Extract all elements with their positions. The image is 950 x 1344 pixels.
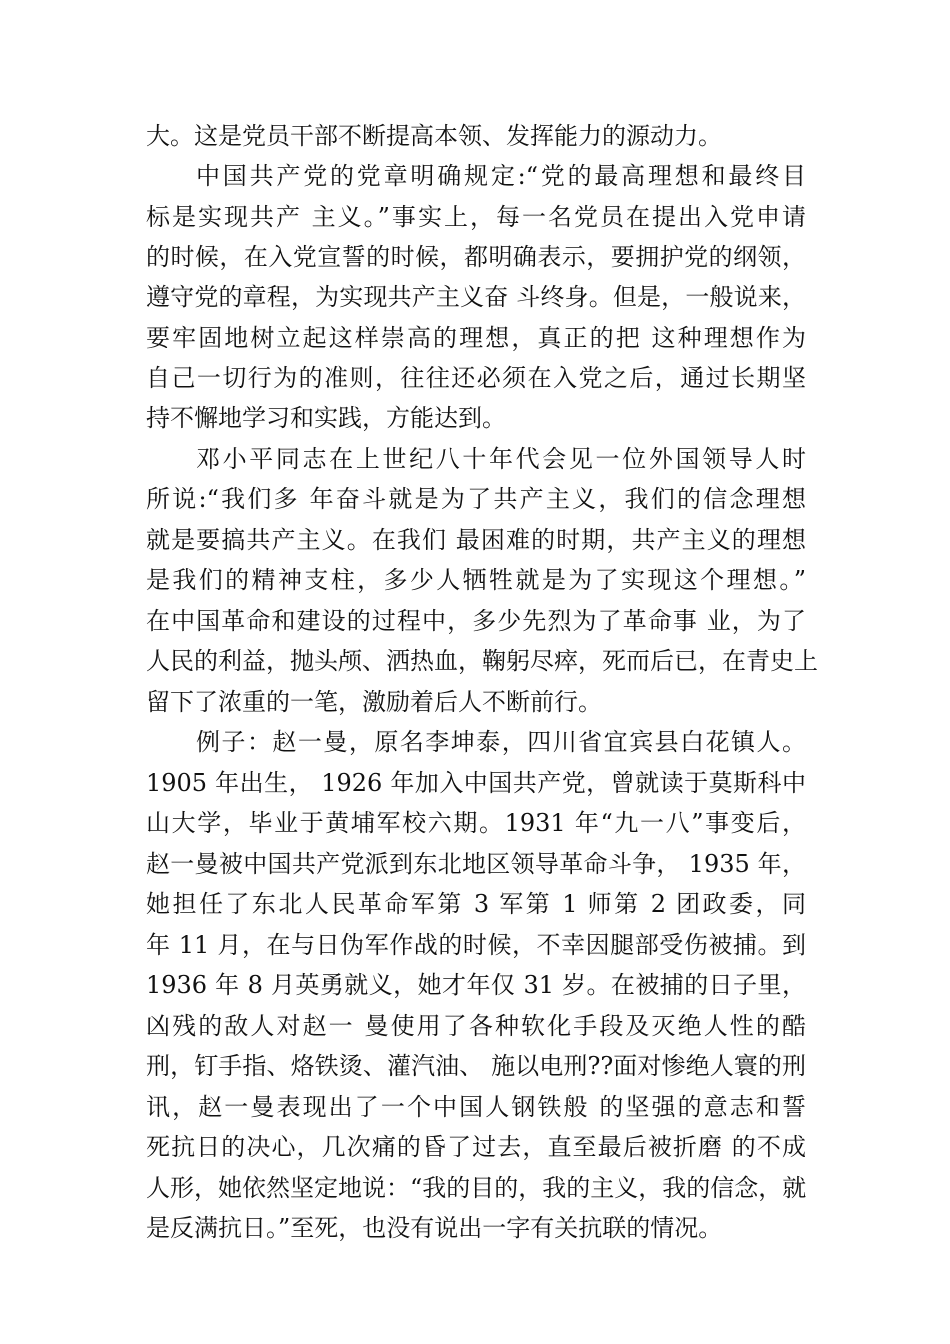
text-line-12: 是我们的精神支柱，多少人牺牲就是为了实现这个理想。” bbox=[146, 566, 806, 594]
text-line-20: 她担任了东北人民革命军第 3 军第 1 师第 2 团政委，同 bbox=[146, 890, 806, 918]
text-line-14: 人民的利益，抛头颅、洒热血，鞠躬尽瘁，死而后已，在青史上 bbox=[146, 647, 818, 675]
text-line-16: 例子：赵一曼，原名李坤泰，四川省宜宾县白花镇人。 bbox=[196, 728, 806, 756]
text-line-6: 要牢固地树立起这样崇高的理想，真正的把 这种理想作为 bbox=[146, 324, 806, 352]
text-line-4: 的时候，在入党宣誓的时候，都明确表示，要拥护党的纲领， bbox=[146, 243, 806, 271]
text-line-5: 遵守党的章程，为实现共产主义奋 斗终身。但是，一般说来， bbox=[146, 283, 806, 311]
text-line-23: 凶残的敌人对赵一 曼使用了各种软化手段及灭绝人性的酷 bbox=[146, 1012, 806, 1040]
text-line-25: 讯，赵一曼表现出了一个中国人钢铁般 的坚强的意志和誓 bbox=[146, 1093, 806, 1121]
text-line-3: 标是实现共产 主义。”事实上，每一名党员在提出入党申请 bbox=[146, 203, 806, 231]
text-line-13: 在中国革命和建设的过程中，多少先烈为了革命事 业，为了 bbox=[146, 607, 806, 635]
text-line-19: 赵一曼被中国共产党派到东北地区领导革命斗争， 1935 年， bbox=[146, 850, 806, 878]
text-line-28: 是反满抗日。”至死，也没有说出一字有关抗联的情况。 bbox=[146, 1214, 723, 1242]
text-line-22: 1936 年 8 月英勇就义，她才年仅 31 岁。在被捕的日子里， bbox=[146, 971, 806, 999]
text-line-2: 中国共产党的党章明确规定:“党的最高理想和最终目 bbox=[196, 162, 806, 190]
text-line-24: 刑，钉手指、烙铁烫、灌汽油、 施以电刑??面对惨绝人寰的刑 bbox=[146, 1052, 806, 1080]
text-line-15: 留下了浓重的一笔，激励着后人不断前行。 bbox=[146, 688, 602, 716]
text-line-27: 人形，她依然坚定地说：“我的目的，我的主义，我的信念，就 bbox=[146, 1174, 807, 1202]
text-line-11: 就是要搞共产主义。在我们 最困难的时期，共产主义的理想 bbox=[146, 526, 806, 554]
text-line-26: 死抗日的决心，几次痛的昏了过去，直至最后被折磨 的不成 bbox=[146, 1133, 806, 1161]
text-line-10: 所说:“我们多 年奋斗就是为了共产主义，我们的信念理想 bbox=[146, 485, 806, 513]
text-line-7: 自己一切行为的准则，往往还必须在入党之后，通过长期坚 bbox=[146, 364, 806, 392]
text-line-9: 邓小平同志在上世纪八十年代会见一位外国领导人时 bbox=[196, 445, 806, 473]
text-line-21: 年 11 月，在与日伪军作战的时候，不幸因腿部受伤被捕。到 bbox=[146, 931, 806, 959]
text-line-1: 大。这是党员干部不断提高本领、发挥能力的源动力。 bbox=[146, 122, 722, 150]
text-line-17: 1905 年出生， 1926 年加入中国共产党，曾就读于莫斯科中 bbox=[146, 769, 806, 797]
text-line-18: 山大学，毕业于黄埔军校六期。1931 年“九一八”事变后， bbox=[146, 809, 806, 837]
text-line-8: 持不懈地学习和实践，方能达到。 bbox=[146, 404, 506, 432]
